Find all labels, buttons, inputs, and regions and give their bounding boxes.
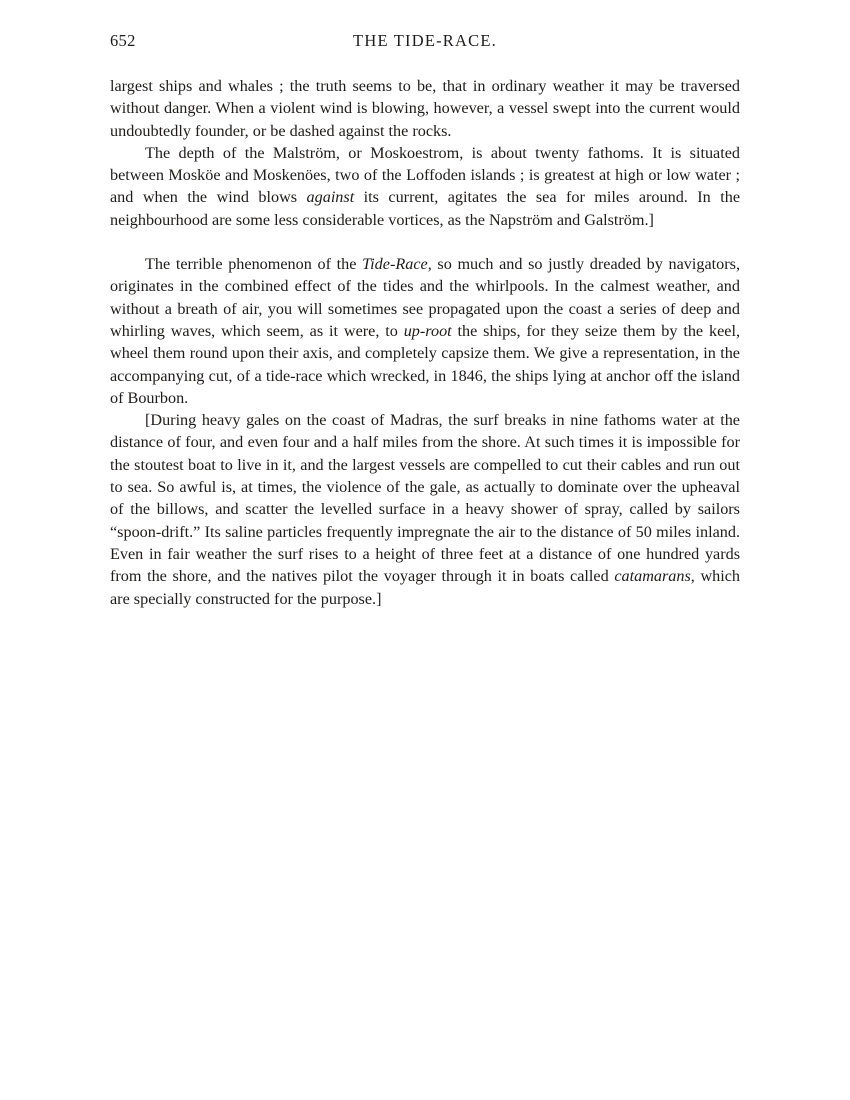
text-run: the ships, for they seize them by the keel, wheel them round upon their axis, and completely capsize them. We give a representation, in the accompanying cut, of a tide-race which wrecked, in 1846, the ships lying at anchor off the island of Bourbon. bbox=[110, 321, 740, 407]
body-text bbox=[110, 75, 740, 610]
text-run: [During heavy gales on the coast of Madras, the surf breaks in nine fathoms water at the distance of four, and even four and a half miles from the shore. At such times it is impossible for the stoutest boat to live in it, and the largest vessels are compelled to cut their cables and run out to sea. So awful is, at times, the violence of the gale, as actually to dominate over the upheaval of the billows, and scatter the levelled surface in a heavy shower of spray, called by sailors “spoon-drift.” Its saline particles frequently impregnate the air to the distance of 50 miles inland. Even in fair weather the surf rises to a height of three feet at a distance of one hundred yards from the shore, and the natives pilot the voyager through it in boats called bbox=[110, 411, 740, 586]
italic-run: against bbox=[306, 188, 355, 207]
italic-run: up-root bbox=[403, 321, 452, 340]
text-run: largest ships and whales ; the truth seems to be, that in ordinary weather it may be traversed without danger. When a violent wind is blowing, however, a vessel swept into the current would undoubtedly founder, or be dashed against the rocks. bbox=[110, 77, 740, 140]
italic-run: catamarans bbox=[614, 567, 691, 586]
paragraph-malstrom-depth bbox=[110, 142, 740, 231]
paragraph-tide-race bbox=[110, 253, 740, 409]
running-title: THE TIDE-RACE. bbox=[353, 31, 497, 50]
text-run: , so much and so justly dreaded by navigators, originates in the combined effect of the tides and the whirlpools. In the calmest weather, and without a breath of air, you will sometimes see propagated upon the coast a series of deep and whirling waves, which seem, as it were, to bbox=[110, 255, 740, 340]
text-run: The depth of the Malström, or Moskoestrom, is about twenty fathoms. It is situated between Mosköe and Moskenöes, two of the Loffoden islands ; is greatest at high or low water ; and when the wind blows bbox=[110, 143, 740, 207]
italic-run: Tide-Race bbox=[362, 255, 428, 274]
page-number: 652 bbox=[110, 31, 136, 50]
text-run: its current, agitates the sea for miles around. In the neighbourhood are some less considerable vortices, as the Napström and Galström.] bbox=[110, 188, 740, 229]
text-run: , which are specially constructed for the purpose.] bbox=[110, 567, 741, 608]
paragraph-continuation bbox=[110, 75, 740, 142]
running-head bbox=[110, 31, 740, 57]
paragraph-madras-surf bbox=[110, 409, 740, 610]
text-run: The terrible phenomenon of the bbox=[145, 255, 363, 274]
